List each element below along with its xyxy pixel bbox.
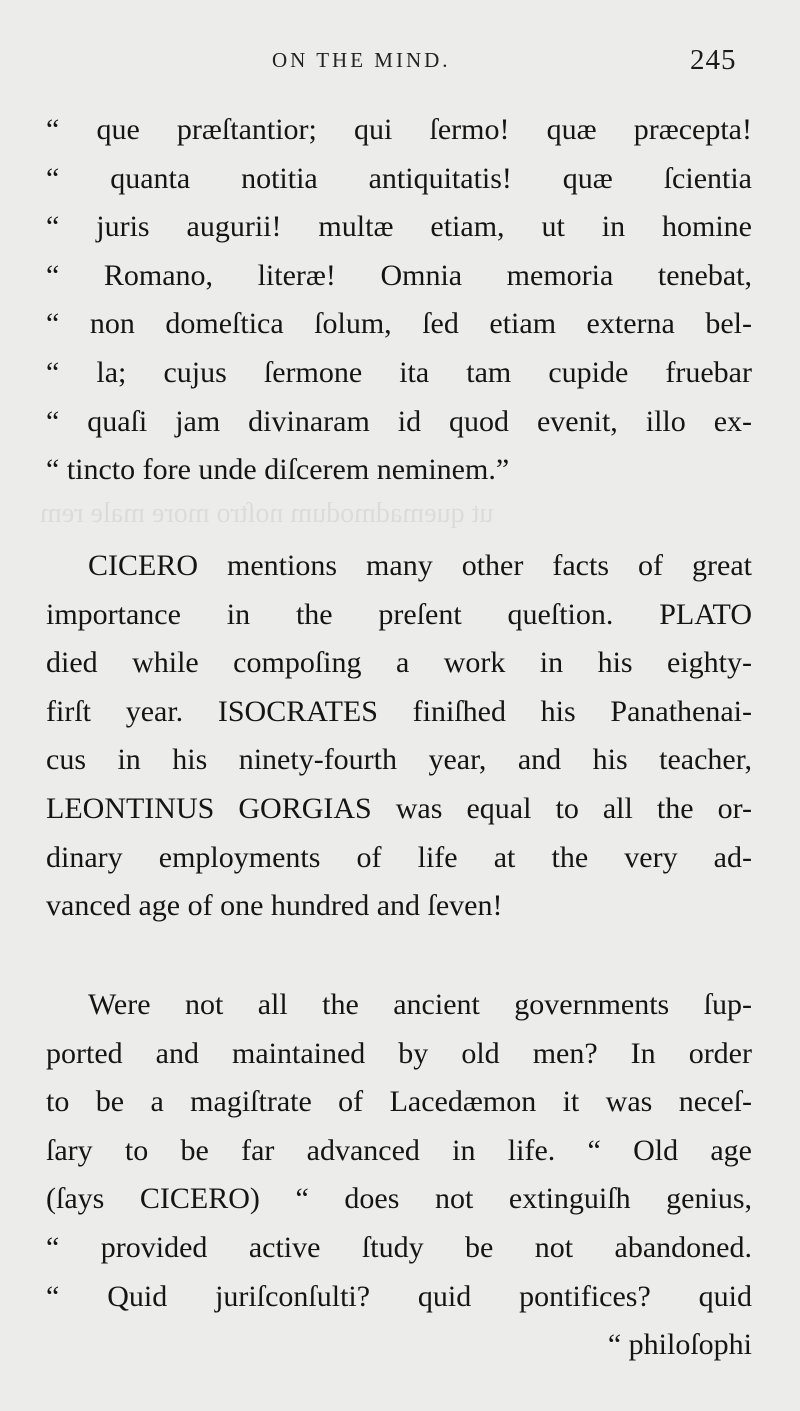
text-line: “ Romano, literæ! Omnia memoria tenebat,	[46, 258, 752, 292]
catchword: “ philoſophi	[607, 1328, 752, 1362]
text-line: “ provided active ſtudy be not abandoned.	[46, 1230, 752, 1264]
running-head: ON THE MIND.	[272, 48, 451, 72]
text-line: importance in the preſent queſtion. PLATO	[46, 597, 752, 631]
text-line: Were not all the ancient governments ſup-	[88, 988, 752, 1021]
paragraph-3	[46, 981, 752, 1370]
text-line: “ juris augurii! multæ etiam, ut in homine	[46, 210, 752, 244]
text-line: ported and maintained by old men? In order	[46, 1036, 752, 1070]
text-line: died while compoſing a work in his eighty-	[46, 646, 752, 680]
text-line: LEONTINUS GORGIAS was equal to all the or-	[46, 791, 752, 825]
text-line: to be a magiſtrate of Lacedæmon it was neceſ-	[46, 1085, 752, 1119]
show-through-text: ut quemadmodum noſtro more male rem	[40, 498, 494, 529]
text-line: “ tincto fore unde diſcerem neminem.”	[46, 453, 510, 487]
text-line: firſt year. ISOCRATES finiſhed his Panathenai-	[46, 694, 752, 728]
text-line: “ Quid juriſconſulti? quid pontifices? quid	[46, 1279, 752, 1313]
paragraph-2	[46, 542, 752, 931]
text-line: “ non domeſtica ſolum, ſed etiam externa bel-	[46, 307, 752, 341]
text-line: CICERO mentions many other facts of great	[88, 549, 752, 582]
text-line: vanced age of one hundred and ſeven!	[46, 889, 503, 923]
text-line: “ quanta notitia antiquitatis! quæ ſcientia	[46, 161, 752, 195]
paragraph-1	[46, 106, 752, 495]
text-line: “ que præſtantior; qui ſermo! quæ præcepta!	[46, 113, 752, 146]
text-line: cus in his ninety-fourth year, and his teacher,	[46, 743, 752, 777]
text-line: ſary to be far advanced in life. “ Old age	[46, 1133, 752, 1167]
text-line: “ la; cujus ſermone ita tam cupide fruebar	[46, 355, 752, 389]
text-line: “ quaſi jam divinaram id quod evenit, illo ex-	[46, 404, 752, 438]
text-line: dinary employments of life at the very ad-	[46, 840, 752, 874]
page-number: 245	[690, 44, 737, 76]
text-line: (ſays CICERO) “ does not extinguiſh genius,	[46, 1182, 752, 1216]
page-header	[0, 44, 800, 84]
